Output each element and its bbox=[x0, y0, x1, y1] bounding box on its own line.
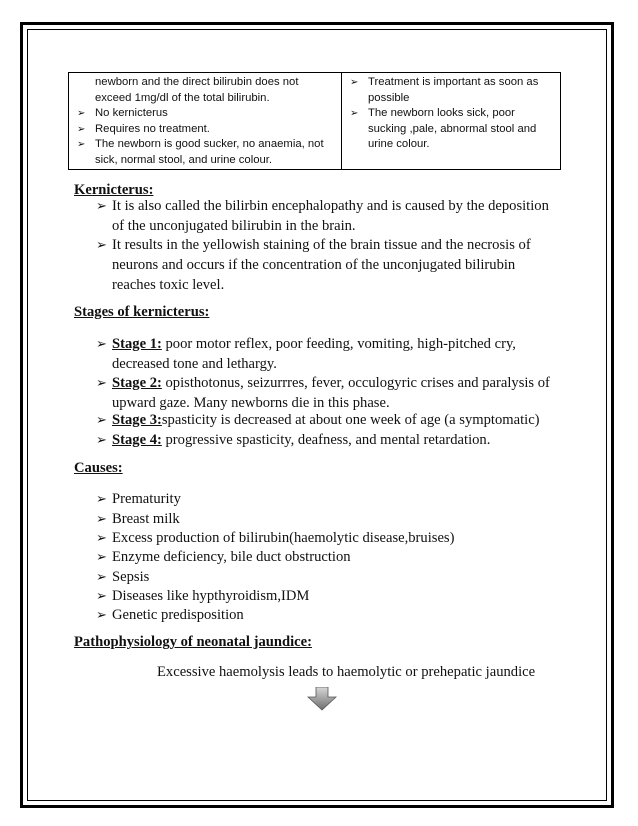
list-item-text: Requires no treatment. bbox=[95, 122, 210, 135]
bullet-arrow-icon: ➢ bbox=[96, 336, 107, 351]
list-item bbox=[96, 430, 556, 450]
list-item bbox=[96, 509, 556, 529]
bullet-arrow-icon: ➢ bbox=[96, 237, 107, 252]
bullet-arrow-icon: ➢ bbox=[77, 123, 86, 135]
list-item bbox=[96, 586, 556, 606]
pathophysiology-text: Excessive haemolysis leads to haemolytic or prehepatic jaundice bbox=[157, 664, 536, 680]
list-item bbox=[96, 334, 556, 374]
stage-label: Stage 2: bbox=[112, 375, 162, 391]
list-item bbox=[96, 489, 556, 509]
list-item-text: Treatment is important as soon as possible bbox=[368, 76, 539, 104]
list-item bbox=[96, 196, 556, 236]
table-cell-right bbox=[342, 73, 561, 170]
list-item bbox=[96, 547, 556, 567]
list-item-text: Excess production of bilirubin(haemolytic disease,bruises) bbox=[112, 530, 455, 546]
bullet-arrow-icon: ➢ bbox=[96, 491, 107, 506]
comparison-table bbox=[68, 72, 561, 170]
bullet-arrow-icon: ➢ bbox=[96, 198, 107, 213]
bullet-arrow-icon: ➢ bbox=[96, 607, 107, 622]
stage-text: progressive spasticity, deafness, and mental retardation. bbox=[161, 432, 491, 448]
list-item bbox=[96, 528, 556, 548]
bullet-arrow-icon: ➢ bbox=[96, 549, 107, 564]
list-item-text: Breast milk bbox=[112, 511, 180, 527]
kernicterus-heading: Kernicterus: bbox=[74, 182, 154, 198]
table-left-continuation: newborn and the direct bilirubin does not exceed 1mg/dl of the total bilirubin. bbox=[95, 76, 299, 104]
stages-heading: Stages of kernicterus: bbox=[74, 304, 210, 320]
list-item-text: Genetic predisposition bbox=[112, 607, 244, 623]
list-item bbox=[96, 605, 556, 625]
list-item bbox=[96, 373, 556, 413]
stage-label: Stage 1: bbox=[112, 336, 162, 352]
list-item bbox=[96, 567, 556, 587]
bullet-arrow-icon: ➢ bbox=[96, 375, 107, 390]
bullet-arrow-icon: ➢ bbox=[350, 77, 359, 88]
bullet-arrow-icon: ➢ bbox=[77, 139, 86, 150]
stage-text: poor motor reflex, poor feeding, vomiting, high-pitched cry, decreased tone and lethargy. bbox=[112, 336, 516, 372]
list-item-text: Enzyme deficiency, bile duct obstruction bbox=[112, 549, 351, 565]
list-item bbox=[346, 75, 556, 106]
bullet-arrow-icon: ➢ bbox=[96, 511, 107, 526]
bullet-arrow-icon: ➢ bbox=[96, 588, 107, 603]
stage-label: Stage 3: bbox=[112, 412, 162, 428]
bullet-arrow-icon: ➢ bbox=[77, 108, 86, 119]
stage-label: Stage 4: bbox=[112, 432, 162, 448]
list-item bbox=[73, 106, 337, 122]
list-item-text: It results in the yellowish staining of the brain tissue and the necrosis of neurons and occurs if the concentration of the unconjugated bilirubin reaches toxic level. bbox=[112, 237, 531, 293]
list-item bbox=[346, 106, 556, 153]
bullet-arrow-icon: ➢ bbox=[350, 108, 359, 119]
list-item-text: Prematurity bbox=[112, 491, 181, 507]
list-item bbox=[96, 235, 556, 295]
bullet-arrow-icon: ➢ bbox=[96, 432, 107, 447]
list-item bbox=[73, 137, 337, 168]
list-item-text: No kernicterus bbox=[95, 107, 168, 119]
list-item-text: Sepsis bbox=[112, 569, 150, 585]
list-item-text: The newborn looks sick, poor sucking ,pale, abnormal stool and urine colour. bbox=[368, 107, 537, 150]
stage-text: spasticity is decreased at about one week of age (a symptomatic) bbox=[161, 412, 540, 428]
pathophysiology-heading: Pathophysiology of neonatal jaundice: bbox=[74, 634, 312, 650]
down-arrow-icon bbox=[307, 687, 337, 711]
list-item-text: The newborn is good sucker, no anaemia, not sick, normal stool, and urine colour. bbox=[95, 138, 324, 166]
list-item-text: Diseases like hypthyroidism,IDM bbox=[112, 588, 310, 604]
stage-text: opisthotonus, seizurrres, fever, occulogyric crises and paralysis of upward gaze. Many newborns die in this phase. bbox=[112, 375, 550, 411]
bullet-arrow-icon: ➢ bbox=[96, 412, 107, 427]
table-cell-left bbox=[69, 73, 342, 170]
table-row bbox=[69, 73, 561, 170]
list-item bbox=[73, 122, 337, 138]
causes-heading: Causes: bbox=[74, 460, 123, 476]
bullet-arrow-icon: ➢ bbox=[96, 530, 107, 545]
bullet-arrow-icon: ➢ bbox=[96, 569, 107, 584]
list-item bbox=[96, 410, 556, 430]
list-item-text: It is also called the bilirbin encephalopathy and is caused by the deposition of the unconjugated bilirubin in the brain. bbox=[112, 198, 549, 234]
